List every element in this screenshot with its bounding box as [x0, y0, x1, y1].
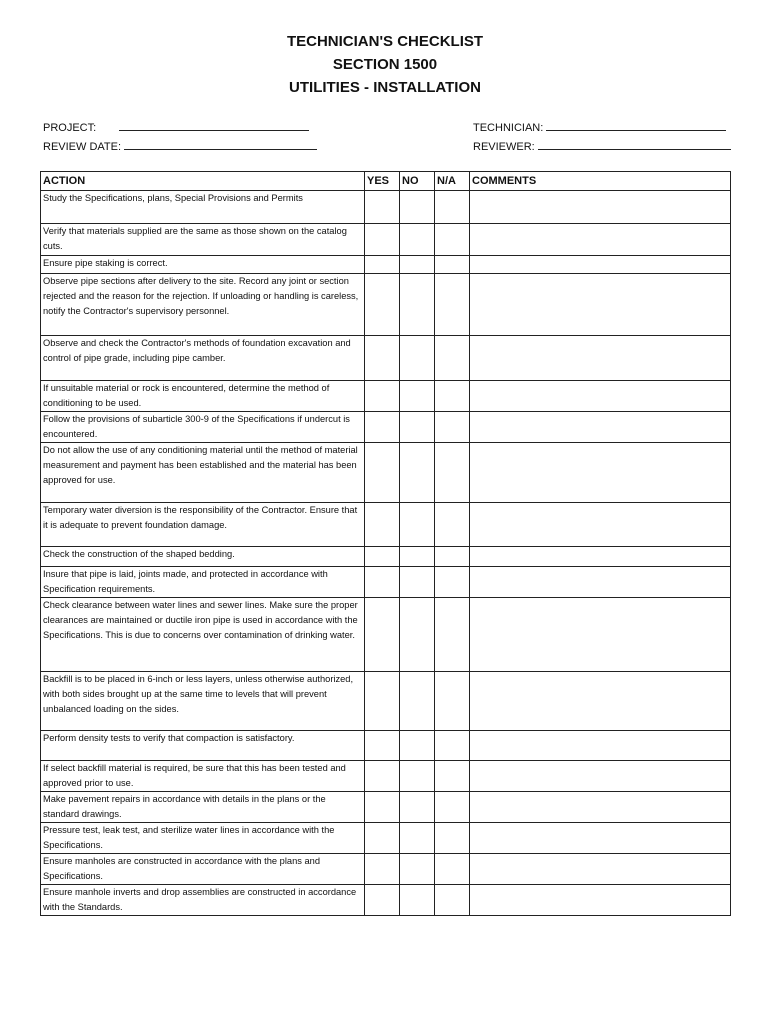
checklist-title: [0, 30, 770, 99]
comments-cell[interactable]: [470, 224, 731, 256]
checklist-table: [40, 171, 731, 916]
action-text: Observe pipe sections after delivery to the site. Record any joint or section rejected and the reason for the rejection. If unloading or handling is careless, notify the Contractor's supervisory personnel.: [41, 274, 365, 336]
comments-cell[interactable]: [470, 598, 731, 672]
action-text: Do not allow the use of any conditioning material until the method of material measurement and payment has been established and the material has been approved for use.: [41, 443, 365, 503]
na-cell[interactable]: [435, 381, 470, 412]
no-cell[interactable]: [400, 336, 435, 381]
table-row: [41, 381, 731, 412]
yes-cell[interactable]: [365, 443, 400, 503]
no-cell[interactable]: [400, 381, 435, 412]
na-header: N/A: [435, 172, 470, 191]
project-label: PROJECT:: [43, 122, 97, 134]
no-cell[interactable]: [400, 503, 435, 547]
title-line-1: TECHNICIAN'S CHECKLIST: [286, 33, 484, 50]
reviewer-field[interactable]: [473, 138, 731, 153]
yes-cell[interactable]: [365, 567, 400, 598]
table-row: [41, 412, 731, 443]
yes-cell[interactable]: [365, 191, 400, 224]
project-blank[interactable]: [119, 119, 309, 131]
na-cell[interactable]: [435, 336, 470, 381]
comments-cell[interactable]: [470, 761, 731, 792]
action-text: If select backfill material is required, be sure that this has been tested and approved prior to use.: [41, 761, 365, 792]
yes-cell[interactable]: [365, 274, 400, 336]
na-cell[interactable]: [435, 731, 470, 761]
review-date-blank[interactable]: [124, 138, 317, 150]
yes-cell[interactable]: [365, 381, 400, 412]
yes-cell[interactable]: [365, 256, 400, 274]
project-field[interactable]: [43, 119, 309, 134]
comments-cell[interactable]: [470, 336, 731, 381]
table-row: [41, 823, 731, 854]
comments-cell[interactable]: [470, 885, 731, 916]
action-text: Perform density tests to verify that compaction is satisfactory.: [41, 731, 365, 761]
technician-field[interactable]: [473, 119, 726, 134]
yes-cell[interactable]: [365, 336, 400, 381]
no-cell[interactable]: [400, 567, 435, 598]
table-row: [41, 885, 731, 916]
table-header-row: [41, 172, 731, 191]
title-line-2: SECTION 1500: [332, 56, 438, 73]
review-date-label: REVIEW DATE:: [43, 141, 122, 153]
action-text: Insure that pipe is laid, joints made, and protected in accordance with Specification requirements.: [41, 567, 365, 598]
action-header: ACTION: [41, 172, 365, 191]
action-text: If unsuitable material or rock is encountered, determine the method of conditioning to be used.: [41, 381, 365, 412]
yes-cell[interactable]: [365, 823, 400, 854]
comments-cell[interactable]: [470, 191, 731, 224]
yes-cell[interactable]: [365, 885, 400, 916]
no-cell[interactable]: [400, 547, 435, 567]
yes-cell[interactable]: [365, 731, 400, 761]
comments-header: COMMENTS: [470, 172, 731, 191]
action-text: Observe and check the Contractor's methods of foundation excavation and control of pipe grade, including pipe camber.: [41, 336, 365, 381]
action-text: Ensure manholes are constructed in accordance with the plans and Specifications.: [41, 854, 365, 885]
table-row: [41, 567, 731, 598]
comments-cell[interactable]: [470, 567, 731, 598]
na-cell[interactable]: [435, 792, 470, 823]
no-cell[interactable]: [400, 274, 435, 336]
action-text: Study the Specifications, plans, Special Provisions and Permits: [41, 191, 365, 224]
no-cell[interactable]: [400, 823, 435, 854]
table-row: [41, 443, 731, 503]
no-cell[interactable]: [400, 731, 435, 761]
na-cell[interactable]: [435, 256, 470, 274]
table-row: [41, 598, 731, 672]
reviewer-blank[interactable]: [538, 138, 731, 150]
comments-cell[interactable]: [470, 672, 731, 731]
no-cell[interactable]: [400, 412, 435, 443]
no-cell[interactable]: [400, 761, 435, 792]
action-text: Check clearance between water lines and sewer lines. Make sure the proper clearances are maintained or ductile iron pipe is used in accordance with the Specifications. This is due to concerns over contamination of drinking water.: [41, 598, 365, 672]
table-row: [41, 761, 731, 792]
yes-cell[interactable]: [365, 761, 400, 792]
table-row: [41, 256, 731, 274]
title-line-3: UTILITIES - INSTALLATION: [289, 79, 481, 96]
na-cell[interactable]: [435, 672, 470, 731]
no-cell[interactable]: [400, 191, 435, 224]
na-cell[interactable]: [435, 854, 470, 885]
no-cell[interactable]: [400, 256, 435, 274]
table-row: [41, 792, 731, 823]
table-row: [41, 854, 731, 885]
comments-cell[interactable]: [470, 274, 731, 336]
table-row: [41, 503, 731, 547]
action-text: Ensure pipe staking is correct.: [41, 256, 365, 274]
table-row: [41, 191, 731, 224]
yes-cell[interactable]: [365, 547, 400, 567]
no-cell[interactable]: [400, 854, 435, 885]
yes-cell[interactable]: [365, 792, 400, 823]
na-cell[interactable]: [435, 224, 470, 256]
no-cell[interactable]: [400, 224, 435, 256]
no-header: NO: [400, 172, 435, 191]
action-text: Make pavement repairs in accordance with details in the plans or the standard drawings.: [41, 792, 365, 823]
table-row: [41, 274, 731, 336]
technician-blank[interactable]: [546, 119, 726, 131]
yes-cell[interactable]: [365, 224, 400, 256]
no-cell[interactable]: [400, 885, 435, 916]
no-cell[interactable]: [400, 792, 435, 823]
comments-cell[interactable]: [470, 854, 731, 885]
na-cell[interactable]: [435, 885, 470, 916]
yes-header: YES: [365, 172, 400, 191]
comments-cell[interactable]: [470, 823, 731, 854]
action-text: Pressure test, leak test, and sterilize water lines in accordance with the Specifications.: [41, 823, 365, 854]
comments-cell[interactable]: [470, 381, 731, 412]
na-cell[interactable]: [435, 412, 470, 443]
action-text: Verify that materials supplied are the same as those shown on the catalog cuts.: [41, 224, 365, 256]
na-cell[interactable]: [435, 547, 470, 567]
yes-cell[interactable]: [365, 412, 400, 443]
na-cell[interactable]: [435, 443, 470, 503]
na-cell[interactable]: [435, 191, 470, 224]
table-row: [41, 672, 731, 731]
technician-label: TECHNICIAN:: [473, 122, 544, 134]
review-date-field[interactable]: [43, 138, 317, 153]
na-cell[interactable]: [435, 503, 470, 547]
no-cell[interactable]: [400, 598, 435, 672]
comments-cell[interactable]: [470, 256, 731, 274]
yes-cell[interactable]: [365, 854, 400, 885]
reviewer-label: REVIEWER:: [473, 141, 535, 153]
na-cell[interactable]: [435, 598, 470, 672]
na-cell[interactable]: [435, 274, 470, 336]
no-cell[interactable]: [400, 443, 435, 503]
comments-cell[interactable]: [470, 547, 731, 567]
comments-cell[interactable]: [470, 443, 731, 503]
comments-cell[interactable]: [470, 792, 731, 823]
comments-cell[interactable]: [470, 503, 731, 547]
table-row: [41, 547, 731, 567]
na-cell[interactable]: [435, 761, 470, 792]
table-row: [41, 224, 731, 256]
action-text: Follow the provisions of subarticle 300-9 of the Specifications if undercut is encountered.: [41, 412, 365, 443]
yes-cell[interactable]: [365, 503, 400, 547]
yes-cell[interactable]: [365, 672, 400, 731]
na-cell[interactable]: [435, 567, 470, 598]
no-cell[interactable]: [400, 672, 435, 731]
table-row: [41, 731, 731, 761]
action-text: Backfill is to be placed in 6-inch or less layers, unless otherwise authorized, with both sides brought up at the same time to levels that will prevent unbalanced loading on the sides.: [41, 672, 365, 731]
action-text: Temporary water diversion is the responsibility of the Contractor. Ensure that it is adequate to prevent foundation damage.: [41, 503, 365, 547]
table-row: [41, 336, 731, 381]
comments-cell[interactable]: [470, 731, 731, 761]
action-text: Check the construction of the shaped bedding.: [41, 547, 365, 567]
na-cell[interactable]: [435, 823, 470, 854]
yes-cell[interactable]: [365, 598, 400, 672]
comments-cell[interactable]: [470, 412, 731, 443]
action-text: Ensure manhole inverts and drop assemblies are constructed in accordance with the Standards.: [41, 885, 365, 916]
